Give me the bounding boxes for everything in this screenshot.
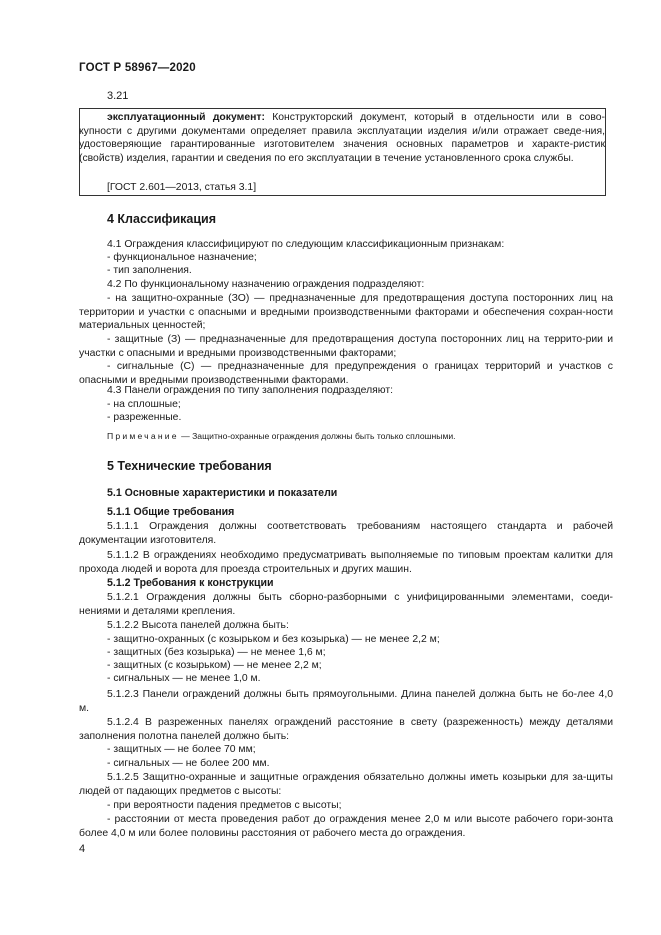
note — [107, 431, 456, 441]
list-item: - на сплошные; — [107, 399, 181, 410]
definition-text: эксплуатационный документ: Конструкторский документ, который в отдельности или в сово- купности с другими документами определяет правила эксплуатации изделия и/или отражает сведе-ния, удостоверяющие гарантированные изготовителем значения основных параметров и характе-ристик (свойств) изделия, гарантии и сведения по его эксплуатации в течение установленного срока службы. — [79, 112, 605, 164]
list-item: - функциональное назначение; — [107, 252, 257, 263]
list-item: - сигнальные (С) — предназначенные для предупреждения о границах территорий и участков с опасными и вредными производственными факторами. — [79, 361, 613, 386]
list-item: - тип заполнения. — [107, 265, 192, 276]
subsection-5-1-title: 5.1 Основные характеристики и показатели — [107, 487, 338, 499]
note-text: — Защитно-охранные ограждения должны быть только сплошными. — [178, 431, 456, 441]
section-4-title: 4 Классификация — [107, 212, 217, 226]
page-number: 4 — [79, 843, 86, 855]
section-5-title: 5 Технические требования — [107, 459, 272, 473]
paragraph-4-1: 4.1 Ограждения классифицируют по следующим классификационным признакам: — [107, 239, 505, 250]
list-item: - защитных (с козырьком) — не менее 2,2 м; — [107, 660, 322, 671]
list-item: - защитно-охранных (с козырьком и без козырька) — не менее 2,2 м; — [107, 634, 440, 645]
paragraph-4-2: 4.2 По функциональному назначению ограждения подразделяют: — [107, 279, 425, 290]
paragraph-5-1-2-4: 5.1.2.4 В разреженных панелях ограждений расстояние в свету (разреженность) между деталями заполнения полотна панелей должно быть: — [79, 717, 613, 742]
list-item: - защитных — не более 70 мм; — [107, 744, 256, 755]
paragraph-5-1-2-1: 5.1.2.1 Ограждения должны быть сборно-разборными с унифицированными элементами, соеди-нениями и деталями крепления. — [79, 592, 613, 617]
list-item: - на защитно-охранные (ЗО) — предназначенные для предотвращения доступа посторонних лиц на территории и участки с опасными и вредными производственными факторами и обеспечения сохран-ности материальных ценностей; — [79, 293, 613, 332]
definition-term: эксплуатационный документ: — [107, 112, 265, 123]
note-label: Примечание — [107, 431, 179, 441]
list-item: - сигнальных — не менее 1,0 м. — [107, 673, 261, 684]
paragraph-5-1-2-2: 5.1.2.2 Высота панелей должна быть: — [107, 620, 289, 631]
list-item: - разреженные. — [107, 412, 182, 423]
paragraph-5-1-1-2: 5.1.1.2 В ограждениях необходимо предусматривать выполняемые по типовым проектам калитки для прохода людей и ворота для проезда строительных и других машин. — [79, 550, 613, 575]
paragraph-4-3: 4.3 Панели ограждения по типу заполнения подразделяют: — [107, 385, 394, 396]
paragraph-5-1-2-3: 5.1.2.3 Панели ограждений должны быть прямоугольными. Длина панелей должна быть не бо-лее 4,0 м. — [79, 689, 613, 714]
clause-number: 3.21 — [107, 90, 129, 102]
paragraph-5-1-2-5: 5.1.2.5 Защитно-охранные и защитные ограждения обязательно должны иметь козырьки для за-щиты людей от падающих предметов с высоты: — [79, 772, 613, 797]
subsection-5-1-1-title: 5.1.1 Общие требования — [107, 506, 235, 518]
paragraph-5-1-1-1: 5.1.1.1 Ограждения должны соответствовать требованиям настоящего стандарта и рабочей документации изготовителя. — [79, 521, 613, 546]
list-item: - защитных (без козырька) — не менее 1,6 м; — [107, 647, 326, 658]
list-item: - при вероятности падения предметов с высоты; — [107, 800, 342, 811]
list-item: - расстоянии от места проведения работ до ограждения менее 2,0 м или высоте рабочего гори-зонта более 4,0 м или более половины расстояния от рабочего места до ограждения. — [79, 814, 613, 839]
list-item: - сигнальных — не более 200 мм. — [107, 758, 270, 769]
definition-source: [ГОСТ 2.601—2013, статья 3.1] — [107, 182, 257, 193]
document-header: ГОСТ Р 58967—2020 — [79, 62, 196, 74]
list-item: - защитные (З) — предназначенные для предотвращения доступа посторонних лиц на террито-рии и участки с опасными и вредными производственными факторами; — [79, 334, 613, 359]
subsection-5-1-2-title: 5.1.2 Требования к конструкции — [107, 577, 274, 589]
